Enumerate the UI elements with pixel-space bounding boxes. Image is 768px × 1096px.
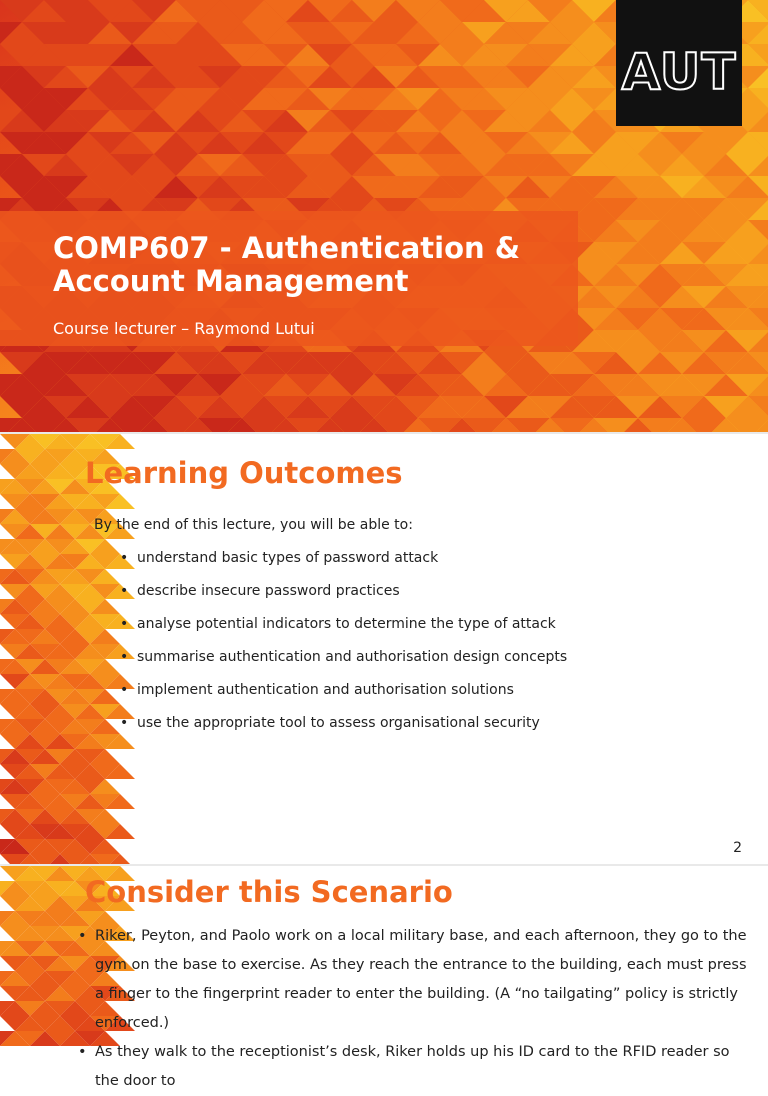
list-item-text: analyse potential indicators to determine the type of attack [137, 616, 556, 632]
bullet-icon: • [120, 682, 129, 698]
outcomes-list [120, 547, 567, 745]
list-item [120, 679, 567, 712]
list-item [120, 547, 567, 580]
list-item [120, 613, 567, 646]
bullet-icon: • [120, 649, 129, 665]
aut-logo [616, 0, 742, 126]
bullet-icon: • [120, 715, 129, 731]
intro-text: By the end of this lecture, you will be able to: [94, 517, 413, 533]
list-item-text: implement authentication and authorisation solutions [137, 682, 514, 698]
page-number: 2 [733, 840, 742, 856]
list-item-text: understand basic types of password attack [137, 550, 439, 566]
list-item-text: summarise authentication and authorisation design concepts [137, 649, 568, 665]
list-item-text: describe insecure password practices [137, 583, 400, 599]
triangle-pattern-strip [0, 434, 72, 866]
list-item [120, 712, 567, 745]
list-item [120, 646, 567, 679]
bullet-icon: • [78, 928, 87, 944]
list-item-text: As they walk to the receptionist’s desk, Riker holds up his ID card to the RFID reader so the door to [95, 1044, 730, 1089]
title-slide [0, 0, 768, 432]
logo-text: AUT [621, 43, 737, 101]
list-item [78, 922, 748, 1038]
learning-outcomes-slide [0, 434, 768, 866]
slide-title: COMP607 - Authentication & Account Management [53, 231, 521, 298]
list-item-text: Riker, Peyton, and Paolo work on a local military base, and each afternoon, they go to the gym on the base to exercise. As they reach the entrance to the building, each must press a finger to the fingerprint reader to enter the building. (A “no tailgating” policy is strictly enforced.) [95, 928, 747, 1031]
bullet-icon: • [120, 583, 129, 599]
list-item [78, 1038, 748, 1096]
list-item-text: use the appropriate tool to assess organisational security [137, 715, 540, 731]
bullet-icon: • [78, 1044, 87, 1060]
slide-heading: Consider this Scenario [85, 875, 453, 909]
scenario-slide [0, 866, 768, 1089]
scenario-list [78, 922, 748, 1096]
bullet-icon: • [120, 550, 129, 566]
triangle-pattern-strip [0, 866, 72, 1024]
slide-subtitle: Course lecturer – Raymond Lutui [53, 319, 315, 338]
slide-heading: Learning Outcomes [85, 456, 403, 490]
list-item [120, 580, 567, 613]
bullet-icon: • [120, 616, 129, 632]
